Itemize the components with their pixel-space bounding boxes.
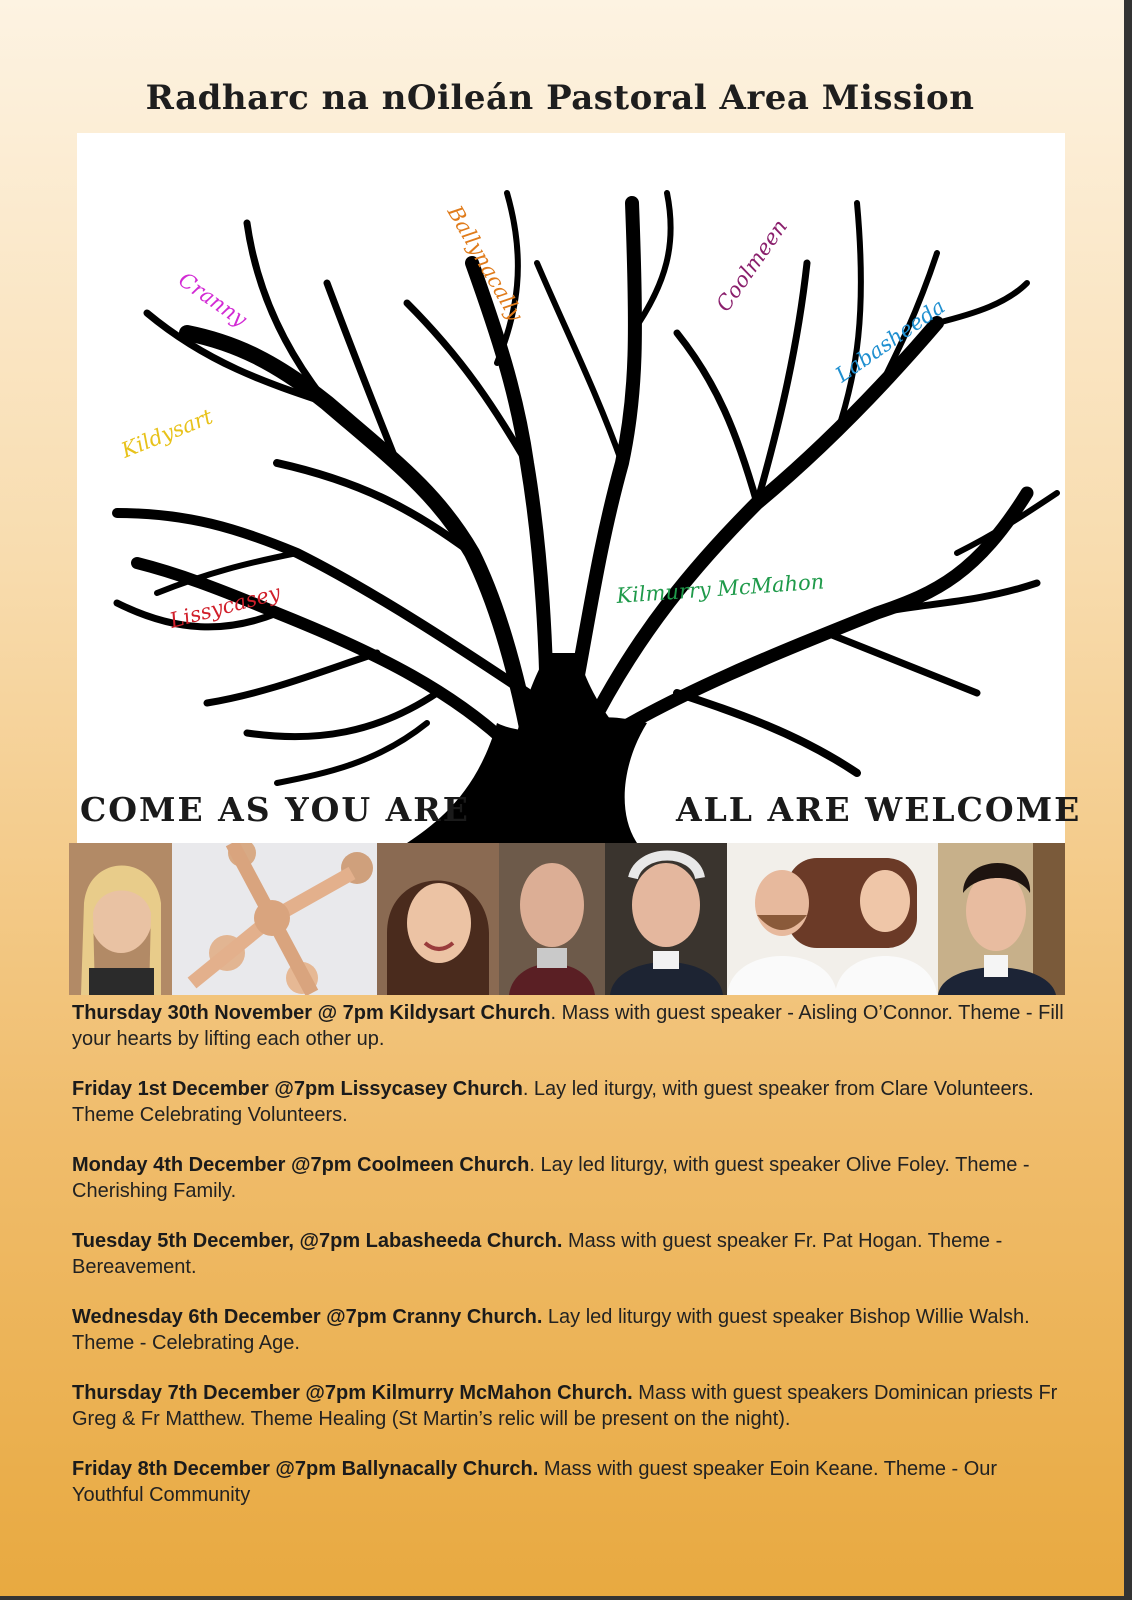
two-friars-photo <box>727 843 938 995</box>
event-heading: Friday 1st December @7pm Lissycasey Church <box>72 1078 523 1100</box>
page-edge-bottom <box>0 1596 1132 1600</box>
event-item <box>72 1153 1072 1204</box>
tree-graphic <box>77 133 1065 843</box>
event-text: . Lay led liturgy, with guest speaker Olive Foley. Theme - Cherishing Family. <box>72 1154 1030 1202</box>
event-text: . Lay led iturgy, with guest speaker from Clare Volunteers. Theme Celebrating Volunteers. <box>72 1078 1034 1126</box>
woman-blonde-photo <box>69 843 172 995</box>
event-item <box>72 1457 1072 1508</box>
speaker-photo-strip <box>69 843 1065 995</box>
parish-label-labasheeda: Labasheeda <box>831 294 950 388</box>
young-man-suit-photo <box>938 843 1065 995</box>
tree-illustration <box>77 133 1065 843</box>
woman-smiling-photo <box>377 843 499 995</box>
slogan-all-are-welcome: ALL ARE WELCOME <box>676 790 1082 829</box>
priest-photo <box>605 843 727 995</box>
event-text: Mass with guest speaker Fr. Pat Hogan. Theme - Bereavement. <box>72 1230 1003 1278</box>
event-heading: Thursday 7th December @7pm Kilmurry McMahon Church. <box>72 1382 633 1404</box>
page-edge-right <box>1124 0 1132 1600</box>
page-title: Radharc na nOileán Pastoral Area Mission <box>145 78 975 118</box>
joined-hands-photo <box>172 843 377 995</box>
event-heading: Wednesday 6th December @7pm Cranny Church. <box>72 1306 543 1328</box>
slogan-come-as-you-are: COME AS YOU ARE <box>80 790 470 829</box>
event-text: . Mass with guest speaker - Aisling O’Connor. Theme - Fill your hearts by lifting each other up. <box>72 1002 1064 1050</box>
parish-label-cranny: Cranny <box>174 267 252 332</box>
event-list <box>72 1001 1072 1533</box>
event-item <box>72 1381 1072 1432</box>
parish-label-kildysart: Kildysart <box>117 404 217 463</box>
event-item <box>72 1001 1072 1052</box>
older-man-photo <box>499 843 605 995</box>
event-text: Lay led liturgy with guest speaker Bishop Willie Walsh. Theme - Celebrating Age. <box>72 1306 1030 1354</box>
event-heading: Friday 8th December @7pm Ballynacally Church. <box>72 1458 539 1480</box>
event-item <box>72 1077 1072 1128</box>
event-heading: Tuesday 5th December, @7pm Labasheeda Church. <box>72 1230 563 1252</box>
event-item <box>72 1305 1072 1356</box>
event-heading: Monday 4th December @7pm Coolmeen Church <box>72 1154 530 1176</box>
event-text: Mass with guest speaker Eoin Keane. Theme - Our Youthful Community <box>72 1458 998 1506</box>
event-heading: Thursday 30th November @ 7pm Kildysart Church <box>72 1002 551 1024</box>
event-text: Mass with guest speakers Dominican priests Fr Greg & Fr Matthew. Theme Healing (St Martin’s relic will be present on the night). <box>72 1382 1058 1430</box>
parish-label-lissycasey: Lissycasey <box>167 580 283 633</box>
parish-label-ballynacally: Ballynacally <box>442 201 528 326</box>
parish-label-kilmurry: Kilmurry McMahon <box>615 569 825 608</box>
parish-label-coolmeen: Coolmeen <box>711 214 793 316</box>
event-item <box>72 1229 1072 1280</box>
